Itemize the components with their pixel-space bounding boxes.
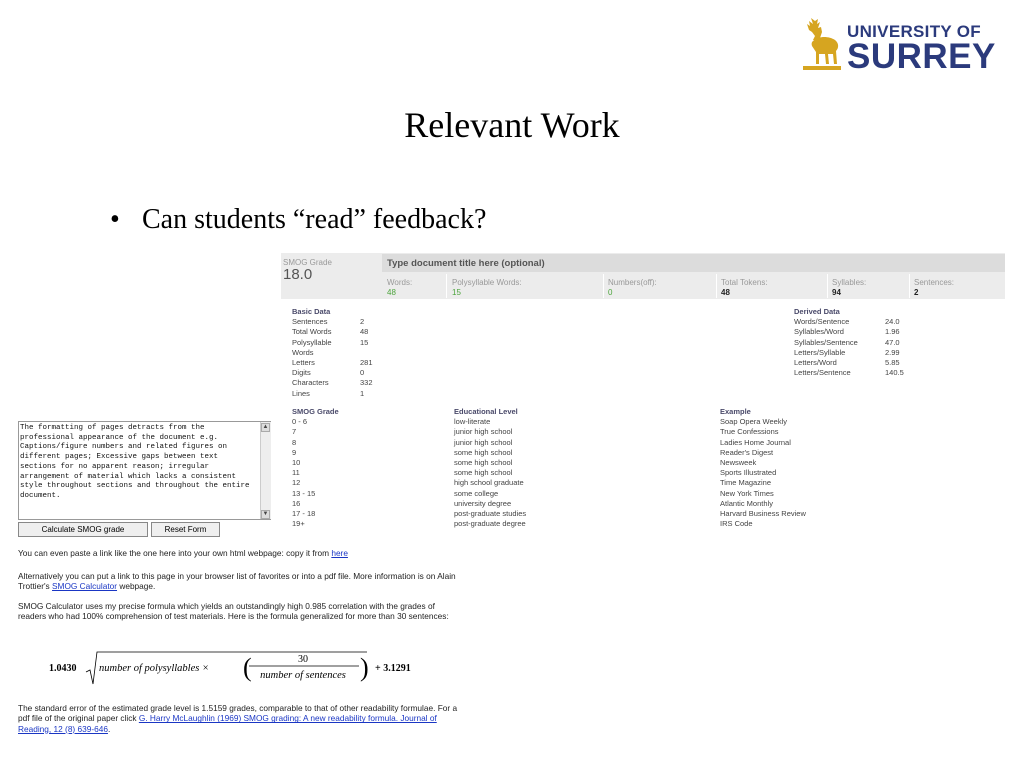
logo-line2: SURREY — [847, 37, 996, 76]
smog-formula — [49, 650, 449, 693]
data-key: Syllables/Sentence — [794, 337, 858, 347]
stat-label: Sentences: — [914, 278, 955, 287]
bullet-mark: • — [110, 204, 120, 235]
data-key: Digits — [292, 368, 311, 378]
table-cell: Sports Illustrated — [720, 468, 777, 478]
data-key: Letters/Sentence — [794, 368, 851, 378]
column-header: Example — [720, 407, 751, 416]
table-cell: Ladies Home Journal — [720, 437, 791, 447]
data-key: Total Words — [292, 327, 332, 337]
data-value: 5.85 — [885, 358, 900, 368]
table-cell: 11 — [292, 468, 300, 478]
table-cell: some high school — [454, 458, 513, 468]
bullet-text: Can students “read” feedback? — [142, 204, 487, 235]
table-cell: 7 — [292, 427, 297, 437]
stat-label: Numbers(off): — [608, 278, 657, 287]
scroll-up-icon[interactable]: ▲ — [262, 424, 269, 430]
data-row — [794, 358, 904, 368]
data-key: Letters/Word — [794, 358, 837, 368]
education-column — [454, 407, 526, 529]
data-key: Letters — [292, 358, 315, 368]
stat-value: 94 — [832, 288, 841, 297]
data-row — [794, 317, 904, 327]
section-header: Derived Data — [794, 307, 840, 316]
calculate-smog-button[interactable]: Calculate SMOG grade — [18, 522, 148, 537]
table-cell: 12 — [292, 478, 301, 488]
data-row — [292, 327, 373, 337]
slide-title: Relevant Work — [404, 105, 620, 145]
divider — [909, 274, 910, 298]
data-value: 1 — [360, 388, 365, 398]
table-cell: 13 - 15 — [292, 488, 316, 498]
data-value: 47.0 — [885, 337, 900, 347]
smog-calculator-link[interactable]: SMOG Calculator — [52, 581, 118, 592]
table-cell: 9 — [292, 447, 297, 457]
table-cell: 17 - 18 — [292, 509, 316, 519]
stat-sentences — [914, 278, 954, 297]
data-key: Words/Sentence — [794, 317, 850, 327]
data-key: Lines — [292, 388, 310, 398]
paragraph-standard-error — [18, 703, 458, 734]
scrollbar[interactable] — [260, 422, 271, 519]
table-cell: some high school — [454, 468, 513, 478]
formula-graphic — [49, 650, 449, 690]
scroll-down-icon[interactable]: ▼ — [262, 511, 269, 517]
smog-grade-label: SMOG Grade — [283, 258, 332, 267]
data-row — [292, 368, 373, 378]
stat-value: 15 — [452, 288, 461, 297]
data-value: 15 — [360, 337, 369, 347]
table-cell: some college — [454, 488, 499, 498]
smog-grade-value: 18.0 — [283, 266, 313, 283]
table-cell: 8 — [292, 437, 297, 447]
data-row — [794, 368, 904, 378]
doc-title-field[interactable]: Type document title here (optional) — [387, 258, 545, 269]
stat-label: Words: — [387, 278, 413, 287]
formula-term: number of polysyllables × — [99, 663, 210, 674]
university-logo — [795, 14, 995, 76]
table-cell: True Confessions — [720, 427, 779, 437]
table-cell: post-graduate studies — [454, 509, 527, 519]
bullet-item — [110, 204, 486, 236]
table-cell: IRS Code — [720, 519, 753, 529]
data-value: 1.96 — [885, 327, 900, 337]
data-row — [292, 358, 373, 368]
reset-form-button[interactable]: Reset Form — [151, 522, 220, 537]
stat-total-tokens — [721, 278, 768, 297]
divider — [446, 274, 447, 298]
text-input-value[interactable]: The formatting of pages detracts from the professional appearance of the document e.g. Captions/figure numbers and related figures on different pages; Excessive gaps between text sections for no apparent reason; irregular arrangement of material which lacks a consistent style throughout sections and throughout the entire document. — [20, 424, 250, 500]
data-key: Polysyllable — [292, 337, 332, 347]
data-row — [292, 389, 373, 399]
stat-polysyllable-words — [452, 278, 522, 297]
data-row — [794, 327, 904, 337]
paragraph-text: . — [107, 723, 111, 734]
paragraph-text: webpage. — [117, 581, 156, 592]
paragraph-formula-intro: SMOG Calculator uses my precise formula which yields an outstandingly high 0.985 correlation with the grades of readers who had 100% comprehension of test materials. Here is the formula generalized for more than 30 sentences: — [18, 601, 449, 622]
table-cell: junior high school — [454, 437, 513, 447]
data-key: Characters — [292, 378, 329, 388]
data-row — [292, 317, 373, 327]
stat-value: 2 — [914, 288, 919, 297]
data-key: Syllables/Word — [794, 327, 844, 337]
right-paren: ) — [360, 653, 369, 682]
table-cell: low-literate — [454, 417, 491, 427]
divider — [827, 274, 828, 298]
divider — [716, 274, 717, 298]
table-cell: New York Times — [720, 488, 774, 498]
grade-column — [292, 407, 339, 529]
table-cell: 19+ — [292, 519, 305, 529]
stat-value: 48 — [387, 288, 396, 297]
divider — [603, 274, 604, 298]
table-cell: post-graduate degree — [454, 519, 526, 529]
paragraph-text: The standard error of the estimated grade level is 1.5159 grades, comparable to that of other readability formulae. For a pdf file of the original paper click — [18, 703, 458, 724]
formula-numerator: 30 — [298, 654, 308, 665]
data-value: 2 — [360, 317, 365, 327]
left-paren: ( — [243, 653, 252, 682]
formula-denominator: number of sentences — [260, 670, 346, 681]
table-cell: 10 — [292, 458, 301, 468]
paragraph-text: Alternatively you can put a link to this page in your browser list of favorites or into a pdf file. More information is on Alain Trottier's — [18, 571, 456, 592]
table-cell: 16 — [292, 498, 301, 508]
paragraph-link-info — [18, 548, 458, 558]
table-cell: 0 - 6 — [292, 417, 308, 427]
paper-link[interactable]: G. Harry McLaughlin (1969) SMOG grading: A new readability formula. Journal of Reading, 12 (8) 639-646 — [18, 713, 437, 734]
table-cell: Atlantic Monthly — [720, 498, 773, 508]
table-cell: junior high school — [454, 427, 513, 437]
example-column — [720, 407, 806, 529]
stat-numbers — [608, 278, 657, 297]
table-cell: Soap Opera Weekly — [720, 417, 787, 427]
data-value: 140.5 — [885, 368, 904, 378]
table-cell: high school graduate — [454, 478, 524, 488]
stat-value: 48 — [721, 288, 730, 297]
stat-label: Total Tokens: — [721, 278, 768, 287]
table-cell: Harvard Business Review — [720, 509, 806, 519]
column-header: Educational Level — [454, 407, 518, 416]
section-header: Basic Data — [292, 307, 331, 316]
basic-data-section — [292, 307, 373, 399]
table-cell: Time Magazine — [720, 478, 771, 488]
logo-line1: UNIVERSITY OF — [847, 22, 981, 41]
data-value: 332 — [360, 378, 373, 388]
data-row — [292, 338, 373, 348]
column-header: SMOG Grade — [292, 407, 339, 416]
data-value: 24.0 — [885, 317, 900, 327]
data-value: 48 — [360, 327, 369, 337]
here-link[interactable]: here — [331, 548, 348, 558]
stag-icon — [795, 14, 845, 74]
data-key: Words — [292, 347, 314, 357]
stat-words — [387, 278, 412, 297]
paragraph-text: You can even paste a link like the one here into your own html webpage: copy it from — [18, 548, 332, 558]
stat-value: 0 — [608, 288, 613, 297]
table-cell: university degree — [454, 498, 512, 508]
derived-data-section — [794, 307, 904, 378]
table-cell: Newsweek — [720, 458, 757, 468]
data-row — [794, 338, 904, 348]
data-row — [292, 348, 373, 358]
stat-label: Polysyllable Words: — [452, 278, 522, 287]
data-key: Sentences — [292, 317, 328, 327]
data-value: 0 — [360, 368, 365, 378]
paragraph-favorites — [18, 571, 458, 592]
data-value: 281 — [360, 358, 373, 368]
table-cell: some high school — [454, 447, 513, 457]
stat-syllables — [832, 278, 866, 297]
data-row — [794, 348, 904, 358]
data-row — [292, 378, 373, 388]
data-value: 2.99 — [885, 347, 900, 357]
formula-constant: + 3.1291 — [375, 663, 411, 674]
stat-label: Syllables: — [832, 278, 867, 287]
data-key: Letters/Syllable — [794, 347, 846, 357]
table-cell: Reader's Digest — [720, 447, 774, 457]
formula-coefficient: 1.0430 — [49, 663, 77, 674]
